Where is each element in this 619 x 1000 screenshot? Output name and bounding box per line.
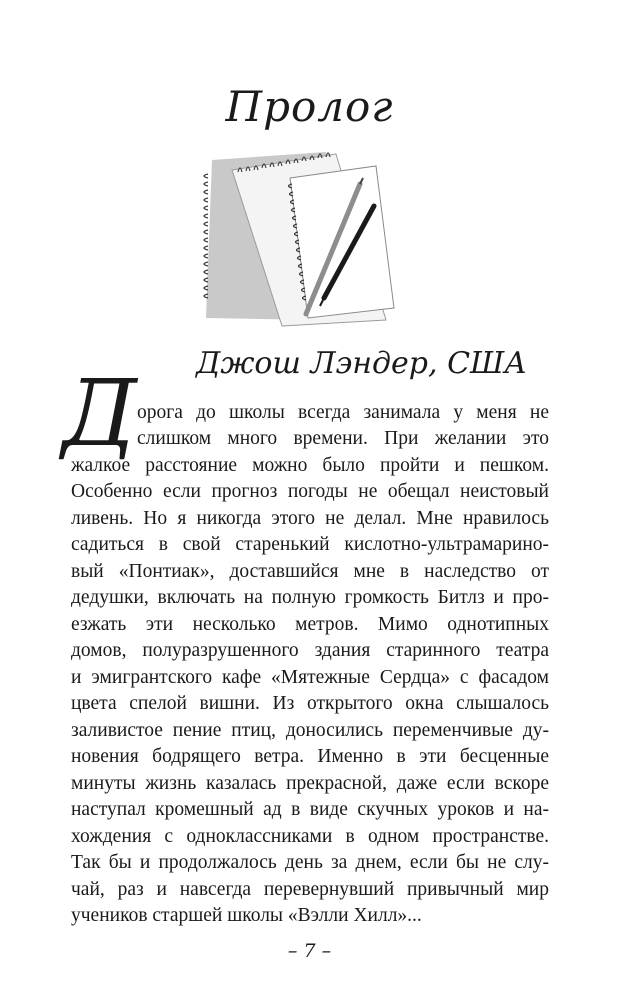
left-spiral (204, 174, 208, 298)
body-text-line: чай, раз и навсегда перевернувший привычный мир (71, 879, 549, 900)
body-text-line: хождения с одноклассниками в одном пространстве. (71, 826, 549, 847)
notebooks-and-pens-illustration (198, 148, 398, 338)
body-text-line: слишком много времени. При желании это (137, 428, 549, 449)
body-text-line: учеников старшей школы «Вэлли Хилл»... (71, 905, 422, 926)
body-text-line: орога до школы всегда занимала у меня не (137, 402, 549, 423)
author-location: Джош Лэндер, США (195, 346, 527, 381)
body-text-line: и эмигрантского кафе «Мятежные Сердца» с фасадом (71, 667, 549, 688)
body-text-line: дедушки, включать на полную громкость Битлз и про- (71, 587, 549, 608)
body-text-line: домов, полуразрушенного здания старинного театра (71, 640, 549, 661)
body-text-line: цвета спелой вишни. Из открытого окна слышалось (71, 693, 549, 714)
body-text-line: Так бы и продолжалось день за днем, если бы не слу- (71, 852, 549, 873)
body-text-line: ливень. Но я никогда этого не делал. Мне нравилось (71, 508, 549, 529)
body-text-line: вый «Понтиак», доставшийся мне в наследство от (71, 561, 549, 582)
body-text-line: новения бодрящего ветра. Именно в эти бесценные (71, 746, 549, 767)
body-text-line: езжать эти несколько метров. Мимо однотипных (71, 614, 549, 635)
page-number: – 7 – (287, 940, 332, 962)
drop-cap: Д (62, 360, 137, 467)
body-text-line: Особенно если прогноз погоды не обещал неистовый (71, 481, 549, 502)
chapter-title: Пролог (225, 82, 394, 131)
body-text-line: наступал кромешный ад в виде скучных уроков и на- (71, 799, 549, 820)
body-text-line: садиться в свой старенький кислотно-ультрамарино- (71, 534, 549, 555)
body-text-line: минуты жизнь казалась прекрасной, даже если вскоре (71, 773, 549, 794)
body-text-line: жалкое расстояние можно было пройти и пешком. (71, 455, 549, 476)
body-text-line: заливистое пение птиц, доносились переменчивые ду- (71, 720, 549, 741)
